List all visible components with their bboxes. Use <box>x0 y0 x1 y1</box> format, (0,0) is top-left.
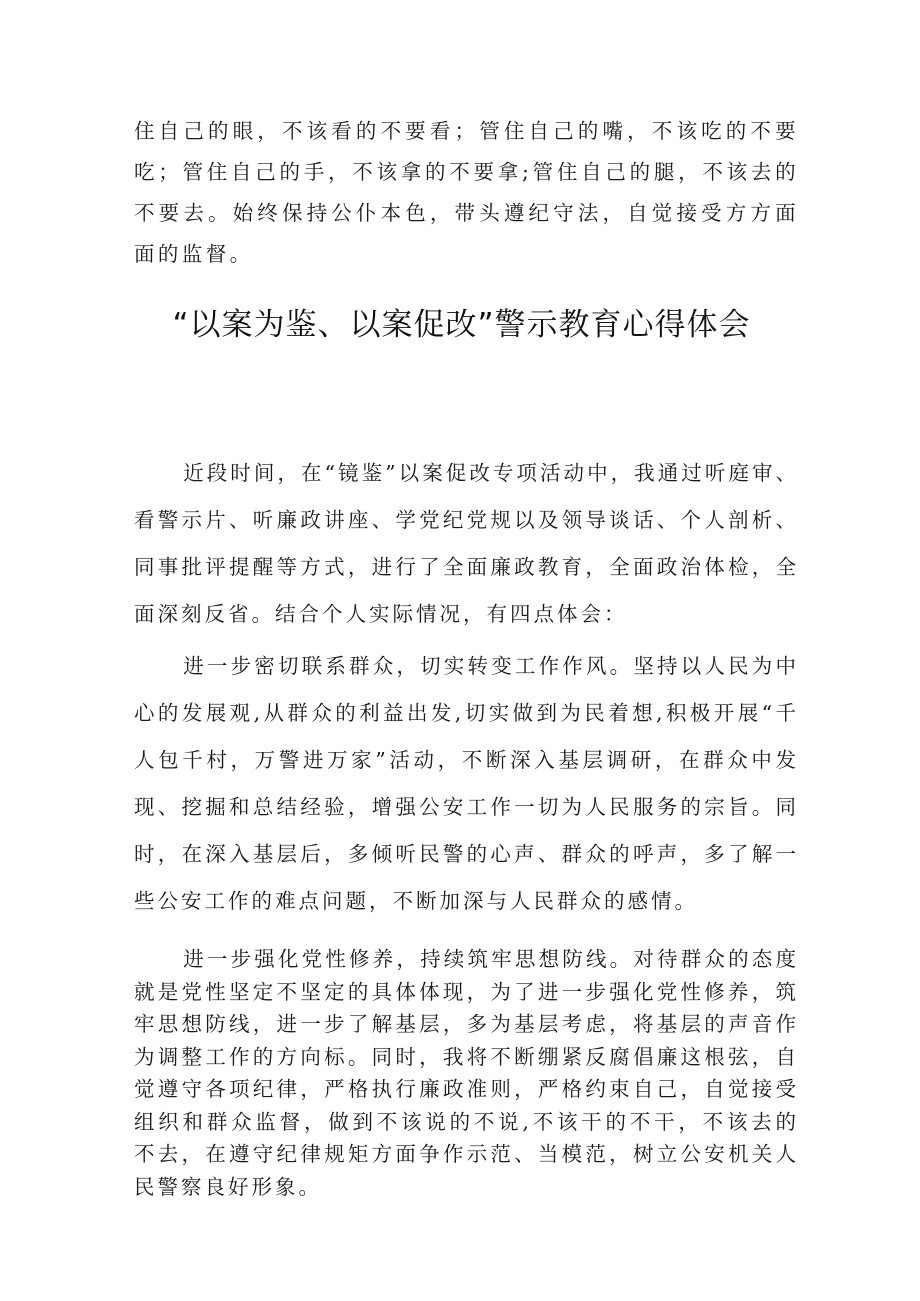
intro-paragraph: 住自己的眼，不该看的不要看；管住自己的嘴，不该吃的不要吃；管住自己的手，不该拿的不要拿;管住自己的腿，不该去的不要去。始终保持公仆本色，带头遵纪守法，自觉接受方方面面的监督。 <box>134 119 799 266</box>
body-paragraph-3: 进一步强化党性修养，持续筑牢思想防线。对待群众的态度就是党性坚定不坚定的具体体现，为了进一步强化党性修养，筑牢思想防线，进一步了解基层，多为基层考虑，将基层的声音作为调整工作的方向标。同时，我将不断绷紧反腐倡廉这根弦，自觉遵守各项纪律，严格执行廉政准则，严格约束自己，自觉接受组织和群众监督，做到不该说的不说,不该干的不干，不该去的不去，在遵守纪律规矩方面争作示范、当模范，树立公安机关人民警察良好形象。 <box>134 947 799 1199</box>
body-paragraph-2: 进一步密切联系群众，切实转变工作作风。坚持以人民为中心的发展观,从群众的利益出发,切实做到为民着想,积极开展“千人包千村，万警进万家”活动，不断深入基层调研，在群众中发现、挖掘和总结经验，增强公安工作一切为人民服务的宗旨。同时，在深入基层后，多倾听民警的心声、群众的呼声，多了解一些公安工作的难点问题，不断加深与人民群众的感情。 <box>134 654 799 913</box>
body-paragraph-1: 近段时间，在“镜鉴”以案促改专项活动中，我通过听庭审、看警示片、听廉政讲座、学党纪党规以及领导谈话、个人剖析、同事批评提醒等方式，进行了全面廉政教育，全面政治体检，全面深刻反省。结合个人实际情况，有四点体会： <box>134 461 799 626</box>
document-title: “以案为鉴、以案促改”警示教育心得体会 <box>172 307 751 343</box>
